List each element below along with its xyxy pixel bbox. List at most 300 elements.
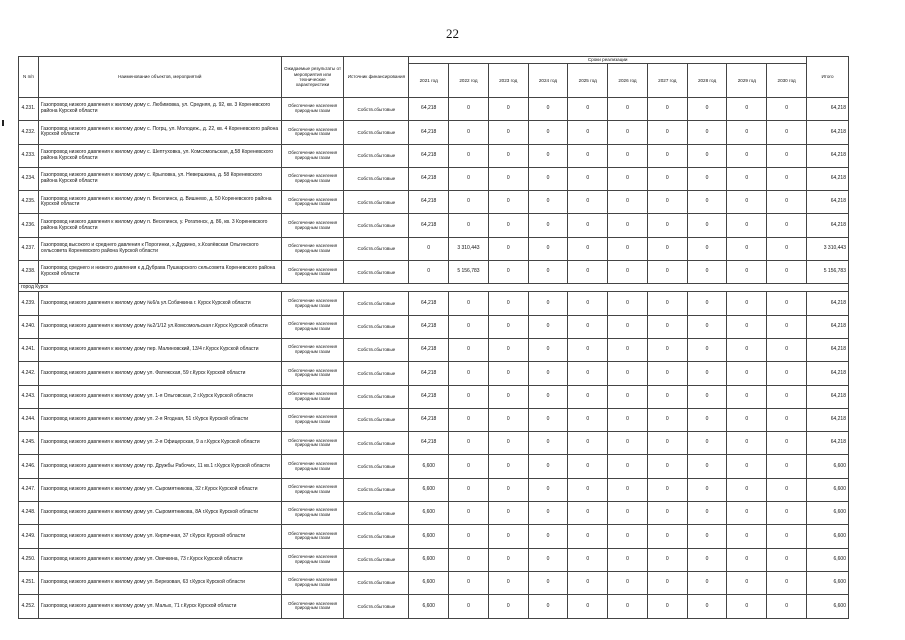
funding-source: Собств.сбытовые [344, 315, 409, 338]
year-value: 0 [727, 144, 767, 167]
row-total: 64,218 [807, 315, 849, 338]
row-number: 4.244. [19, 408, 39, 431]
year-value: 0 [647, 98, 687, 121]
year-value: 0 [488, 144, 528, 167]
expected-result: Обеспечение населения природным газом [281, 455, 344, 478]
year-value: 0 [727, 98, 767, 121]
year-value: 0 [449, 144, 489, 167]
header-year: 2025 год [568, 64, 608, 98]
header-total: Итого [807, 57, 849, 98]
year-value: 0 [608, 237, 648, 260]
year-value: 64,218 [409, 432, 449, 455]
table-row [19, 237, 849, 260]
year-value: 0 [727, 261, 767, 284]
object-name: Газопровод низкого давления к жилому дому п. Веселинск, у. Рогатинск, д. 86, кв. 3 Кореневского района Курской области [38, 214, 281, 237]
year-value: 0 [767, 98, 807, 121]
section-row [19, 284, 849, 292]
expected-result: Обеспечение населения природным газом [281, 595, 344, 618]
year-value: 6,600 [409, 595, 449, 618]
year-value: 0 [568, 362, 608, 385]
year-value: 0 [767, 261, 807, 284]
row-total: 6,600 [807, 502, 849, 525]
year-value: 0 [568, 214, 608, 237]
year-value: 0 [687, 121, 727, 144]
year-value: 0 [568, 525, 608, 548]
expected-result: Обеспечение населения природным газом [281, 338, 344, 361]
year-value: 0 [528, 167, 568, 190]
year-value: 0 [767, 571, 807, 594]
row-number: 4.237. [19, 237, 39, 260]
year-value: 0 [727, 595, 767, 618]
year-value: 0 [687, 595, 727, 618]
object-name: Газопровод низкого давления к жилому дому п. Веселинск, д. Вишнево, д. 50 Кореневского района Курской области [38, 191, 281, 214]
year-value: 0 [608, 261, 648, 284]
year-value: 0 [727, 548, 767, 571]
year-value: 6,600 [409, 455, 449, 478]
row-number: 4.234. [19, 167, 39, 190]
year-value: 64,218 [409, 338, 449, 361]
funding-source: Собств.сбытовые [344, 261, 409, 284]
object-name: Газопровод низкого давления к жилому дому №2/1/12 ул.Комсомольская г.Курск Курской области [38, 315, 281, 338]
year-value: 0 [528, 432, 568, 455]
year-value: 0 [568, 98, 608, 121]
year-value: 0 [449, 362, 489, 385]
funding-source: Собств.сбытовые [344, 167, 409, 190]
year-value: 0 [687, 455, 727, 478]
object-name: Газопровод низкого давления к жилому дому ул. 2-я Офицерская, 9 а г.Курск Курской области [38, 432, 281, 455]
year-value: 6,600 [409, 548, 449, 571]
year-value: 0 [687, 237, 727, 260]
year-value: 0 [687, 548, 727, 571]
expected-result: Обеспечение населения природным газом [281, 548, 344, 571]
row-total: 64,218 [807, 338, 849, 361]
table-row [19, 121, 849, 144]
funding-source: Собств.сбытовые [344, 548, 409, 571]
year-value: 0 [449, 548, 489, 571]
year-value: 0 [488, 98, 528, 121]
year-value: 0 [528, 292, 568, 315]
object-name: Газопровод низкого давления к жилому дому с. Погрц, ул. Молодеж., д. 22, кв. 4 Кореневского района Курской области [38, 121, 281, 144]
year-value: 0 [767, 121, 807, 144]
table-row [19, 432, 849, 455]
year-value: 0 [727, 525, 767, 548]
year-value: 0 [687, 502, 727, 525]
year-value: 0 [608, 191, 648, 214]
row-number: 4.249. [19, 525, 39, 548]
year-value: 0 [687, 362, 727, 385]
year-value: 0 [488, 385, 528, 408]
table-row [19, 595, 849, 618]
year-value: 0 [528, 478, 568, 501]
year-value: 0 [687, 261, 727, 284]
row-number: 4.251. [19, 571, 39, 594]
year-value: 0 [647, 144, 687, 167]
row-total: 64,218 [807, 191, 849, 214]
year-value: 0 [608, 338, 648, 361]
year-value: 6,600 [409, 571, 449, 594]
year-value: 0 [608, 315, 648, 338]
year-value: 0 [647, 167, 687, 190]
year-value: 0 [767, 191, 807, 214]
funding-source: Собств.сбытовые [344, 408, 409, 431]
year-value: 0 [727, 432, 767, 455]
year-value: 0 [449, 408, 489, 431]
year-value: 0 [528, 525, 568, 548]
year-value: 0 [608, 214, 648, 237]
year-value: 0 [647, 237, 687, 260]
expected-result: Обеспечение населения природным газом [281, 144, 344, 167]
investment-program-table [18, 56, 849, 619]
year-value: 0 [767, 408, 807, 431]
year-value: 0 [528, 121, 568, 144]
object-name: Газопровод высокого и среднего давления к Порогинки, х.Дудкино, х.Козлёвская Ольгинского сельсовета Кореневского района Курской области [38, 237, 281, 260]
year-value: 64,218 [409, 385, 449, 408]
row-number: 4.247. [19, 478, 39, 501]
year-value: 0 [568, 478, 608, 501]
year-value: 0 [687, 432, 727, 455]
year-value: 0 [528, 237, 568, 260]
year-value: 0 [687, 338, 727, 361]
year-value: 0 [528, 595, 568, 618]
scan-mark [2, 120, 4, 126]
funding-source: Собств.сбытовые [344, 502, 409, 525]
year-value: 0 [727, 191, 767, 214]
year-value: 5 156,783 [449, 261, 489, 284]
year-value: 0 [608, 525, 648, 548]
year-value: 0 [608, 167, 648, 190]
year-value: 0 [449, 502, 489, 525]
year-value: 0 [528, 385, 568, 408]
row-total: 6,600 [807, 571, 849, 594]
object-name: Газопровод низкого давления к жилому дому с. Крыловка, ул. Невершкина, д. 58 Кореневского района Курской области [38, 167, 281, 190]
table-row [19, 408, 849, 431]
year-value: 0 [449, 315, 489, 338]
object-name: Газопровод низкого давления к жилому дому ул. Березовая, 63 г.Курск Курской области [38, 571, 281, 594]
row-total: 6,600 [807, 455, 849, 478]
year-value: 0 [568, 502, 608, 525]
year-value: 0 [449, 338, 489, 361]
year-value: 0 [767, 144, 807, 167]
year-value: 0 [687, 385, 727, 408]
year-value: 0 [449, 595, 489, 618]
year-value: 0 [449, 167, 489, 190]
year-value: 0 [647, 571, 687, 594]
row-number: 4.236. [19, 214, 39, 237]
year-value: 0 [449, 571, 489, 594]
year-value: 0 [488, 338, 528, 361]
funding-source: Собств.сбытовые [344, 571, 409, 594]
funding-source: Собств.сбытовые [344, 525, 409, 548]
year-value: 0 [767, 502, 807, 525]
row-total: 6,600 [807, 548, 849, 571]
object-name: Газопровод низкого давления к жилому дому ул. Овечкина, 73 г.Курск Курской области [38, 548, 281, 571]
expected-result: Обеспечение населения природным газом [281, 214, 344, 237]
row-number: 4.250. [19, 548, 39, 571]
funding-source: Собств.сбытовые [344, 191, 409, 214]
year-value: 0 [528, 214, 568, 237]
object-name: Газопровод низкого давления к жилому дому ул. 1-я Ольговская, 2 г.Курск Курской области [38, 385, 281, 408]
year-value: 0 [647, 502, 687, 525]
object-name: Газопровод низкого давления к жилому дому №6/а ул.Собачкина г. Курск Курской области [38, 292, 281, 315]
expected-result: Обеспечение населения природным газом [281, 237, 344, 260]
table-row [19, 167, 849, 190]
year-value: 64,218 [409, 144, 449, 167]
year-value: 0 [727, 214, 767, 237]
expected-result: Обеспечение населения природным газом [281, 167, 344, 190]
year-value: 0 [568, 548, 608, 571]
year-value: 0 [608, 362, 648, 385]
year-value: 64,218 [409, 167, 449, 190]
row-number: 4.239. [19, 292, 39, 315]
year-value: 0 [647, 292, 687, 315]
year-value: 0 [409, 237, 449, 260]
table-body [19, 98, 849, 619]
header-year: 2029 год [727, 64, 767, 98]
year-value: 0 [647, 214, 687, 237]
expected-result: Обеспечение населения природным газом [281, 121, 344, 144]
row-total: 6,600 [807, 478, 849, 501]
year-value: 0 [608, 408, 648, 431]
year-value: 0 [767, 478, 807, 501]
year-value: 0 [647, 408, 687, 431]
table-row [19, 478, 849, 501]
year-value: 0 [608, 432, 648, 455]
row-total: 64,218 [807, 385, 849, 408]
row-number: 4.242. [19, 362, 39, 385]
year-value: 64,218 [409, 121, 449, 144]
year-value: 0 [687, 292, 727, 315]
year-value: 0 [647, 595, 687, 618]
row-number: 4.231. [19, 98, 39, 121]
year-value: 0 [528, 571, 568, 594]
header-purpose: Ожидаемые результаты от мероприятия или технические характеристики [281, 57, 344, 98]
row-total: 6,600 [807, 595, 849, 618]
year-value: 0 [568, 432, 608, 455]
year-value: 0 [568, 292, 608, 315]
year-value: 0 [488, 408, 528, 431]
year-value: 0 [767, 385, 807, 408]
object-name: Газопровод низкого давления к жилому дому пер. Малиновский, 13/4 г.Курск Курской области [38, 338, 281, 361]
year-value: 0 [767, 455, 807, 478]
year-value: 0 [608, 478, 648, 501]
header-year: 2023 год [488, 64, 528, 98]
year-value: 0 [568, 385, 608, 408]
expected-result: Обеспечение населения природным газом [281, 362, 344, 385]
year-value: 6,600 [409, 502, 449, 525]
year-value: 0 [449, 98, 489, 121]
object-name: Газопровод низкого давления к жилому дому ул. Малых, 71 г.Курск Курской области [38, 595, 281, 618]
year-value: 0 [449, 191, 489, 214]
row-total: 64,218 [807, 214, 849, 237]
table-row [19, 548, 849, 571]
year-value: 0 [528, 191, 568, 214]
year-value: 0 [608, 292, 648, 315]
year-value: 0 [488, 167, 528, 190]
year-value: 0 [687, 571, 727, 594]
year-value: 0 [727, 167, 767, 190]
row-total: 64,218 [807, 121, 849, 144]
year-value: 0 [767, 548, 807, 571]
expected-result: Обеспечение населения природным газом [281, 478, 344, 501]
year-value: 0 [488, 261, 528, 284]
funding-source: Собств.сбытовые [344, 144, 409, 167]
expected-result: Обеспечение населения природным газом [281, 525, 344, 548]
year-value: 0 [568, 455, 608, 478]
table-row [19, 571, 849, 594]
year-value: 6,600 [409, 525, 449, 548]
funding-source: Собств.сбытовые [344, 121, 409, 144]
year-value: 0 [528, 315, 568, 338]
year-value: 64,218 [409, 98, 449, 121]
year-value: 0 [608, 144, 648, 167]
row-total: 64,218 [807, 362, 849, 385]
year-value: 0 [647, 261, 687, 284]
year-value: 0 [647, 385, 687, 408]
year-value: 0 [488, 191, 528, 214]
table-header [19, 57, 849, 98]
year-value: 0 [449, 385, 489, 408]
year-value: 0 [687, 525, 727, 548]
row-total: 64,218 [807, 408, 849, 431]
year-value: 0 [488, 237, 528, 260]
year-value: 0 [449, 525, 489, 548]
year-value: 0 [409, 261, 449, 284]
year-value: 0 [727, 385, 767, 408]
row-number: 4.252. [19, 595, 39, 618]
object-name: Газопровод низкого давления к жилому дому ул. Сыромятникова, 8А г.Курск Курской области [38, 502, 281, 525]
year-value: 0 [727, 237, 767, 260]
row-number: 4.233. [19, 144, 39, 167]
expected-result: Обеспечение населения природным газом [281, 261, 344, 284]
year-value: 0 [488, 214, 528, 237]
year-value: 0 [488, 292, 528, 315]
row-total: 5 156,783 [807, 261, 849, 284]
year-value: 0 [488, 502, 528, 525]
year-value: 0 [727, 571, 767, 594]
year-value: 0 [449, 121, 489, 144]
row-total: 64,218 [807, 167, 849, 190]
row-number: 4.246. [19, 455, 39, 478]
header-year: 2030 год [767, 64, 807, 98]
year-value: 0 [647, 525, 687, 548]
funding-source: Собств.сбытовые [344, 478, 409, 501]
year-value: 64,218 [409, 408, 449, 431]
object-name: Газопровод низкого давления к жилому дому с. Любимовка, ул. Средняя, д. 92, кв. 3 Кореневского района Курской области [38, 98, 281, 121]
year-value: 0 [568, 191, 608, 214]
expected-result: Обеспечение населения природным газом [281, 315, 344, 338]
funding-source: Собств.сбытовые [344, 292, 409, 315]
expected-result: Обеспечение населения природным газом [281, 571, 344, 594]
year-value: 0 [568, 408, 608, 431]
year-value: 0 [608, 385, 648, 408]
year-value: 0 [528, 548, 568, 571]
year-value: 64,218 [409, 362, 449, 385]
page-number: 22 [446, 26, 459, 41]
year-value: 0 [647, 432, 687, 455]
table-row [19, 315, 849, 338]
year-value: 0 [767, 525, 807, 548]
row-number: 4.241. [19, 338, 39, 361]
year-value: 0 [727, 338, 767, 361]
year-value: 0 [647, 548, 687, 571]
header-year: 2028 год [687, 64, 727, 98]
funding-source: Собств.сбытовые [344, 385, 409, 408]
header-year: 2027 год [647, 64, 687, 98]
header-source: Источник финансирования [344, 57, 409, 98]
row-total: 3 310,443 [807, 237, 849, 260]
table-row [19, 338, 849, 361]
year-value: 0 [647, 478, 687, 501]
year-value: 0 [449, 432, 489, 455]
expected-result: Обеспечение населения природным газом [281, 432, 344, 455]
year-value: 0 [608, 595, 648, 618]
table-row [19, 525, 849, 548]
funding-source: Собств.сбытовые [344, 237, 409, 260]
year-value: 0 [608, 121, 648, 144]
year-value: 0 [568, 338, 608, 361]
year-value: 64,218 [409, 214, 449, 237]
row-total: 64,218 [807, 432, 849, 455]
year-value: 0 [528, 98, 568, 121]
funding-source: Собств.сбытовые [344, 98, 409, 121]
year-value: 0 [488, 455, 528, 478]
year-value: 0 [488, 595, 528, 618]
row-number: 4.232. [19, 121, 39, 144]
year-value: 0 [528, 338, 568, 361]
funding-source: Собств.сбытовые [344, 595, 409, 618]
year-value: 0 [608, 548, 648, 571]
year-value: 0 [568, 237, 608, 260]
table-row [19, 144, 849, 167]
object-name: Газопровод низкого давления к жилому дому ул. Фатежская, 59 г.Курск Курской области [38, 362, 281, 385]
funding-source: Собств.сбытовые [344, 455, 409, 478]
table-row [19, 455, 849, 478]
year-value: 0 [528, 144, 568, 167]
year-value: 0 [568, 144, 608, 167]
year-value: 0 [767, 432, 807, 455]
year-value: 0 [488, 121, 528, 144]
year-value: 0 [767, 237, 807, 260]
table-row [19, 261, 849, 284]
year-value: 0 [488, 315, 528, 338]
year-value: 0 [687, 144, 727, 167]
funding-source: Собств.сбытовые [344, 214, 409, 237]
year-value: 0 [528, 502, 568, 525]
year-value: 0 [767, 214, 807, 237]
header-year: 2021 год [409, 64, 449, 98]
object-name: Газопровод низкого давления к жилому дому ул. 2-я Ягодная, 51 г.Курск Курской области [38, 408, 281, 431]
year-value: 0 [727, 315, 767, 338]
year-value: 0 [687, 98, 727, 121]
year-value: 0 [647, 362, 687, 385]
year-value: 0 [767, 292, 807, 315]
year-value: 0 [528, 455, 568, 478]
year-value: 0 [647, 315, 687, 338]
year-value: 0 [687, 167, 727, 190]
row-number: 4.235. [19, 191, 39, 214]
year-value: 0 [687, 214, 727, 237]
header-year: 2024 год [528, 64, 568, 98]
year-value: 0 [528, 362, 568, 385]
year-value: 0 [647, 455, 687, 478]
year-value: 0 [608, 98, 648, 121]
year-value: 64,218 [409, 191, 449, 214]
row-number: 4.238. [19, 261, 39, 284]
year-value: 3 310,443 [449, 237, 489, 260]
table-row [19, 292, 849, 315]
year-value: 0 [687, 191, 727, 214]
year-value: 64,218 [409, 292, 449, 315]
